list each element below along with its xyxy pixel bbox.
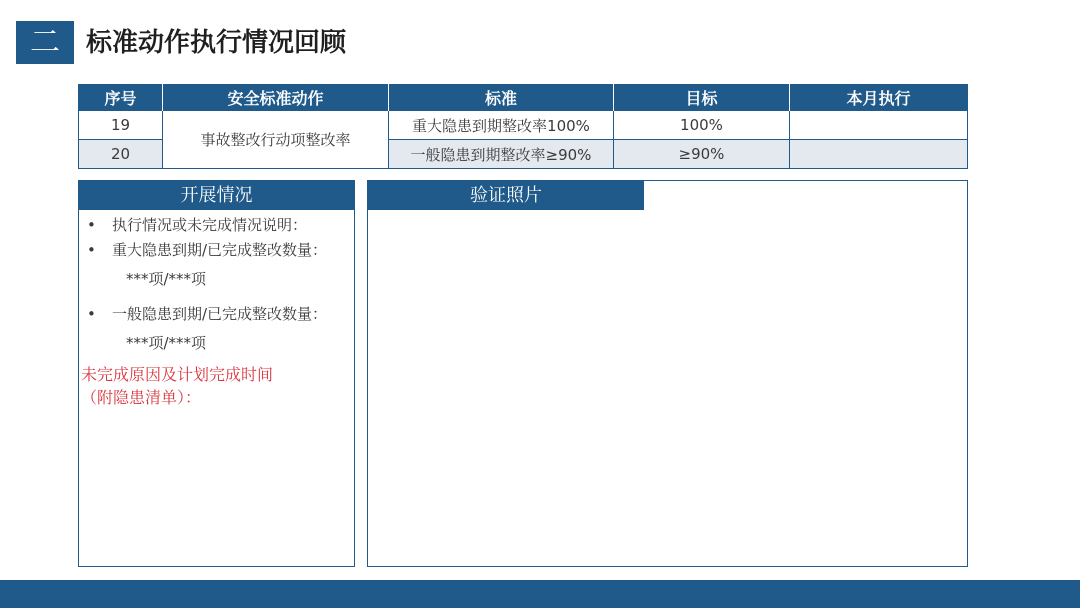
- list-item: [79, 213, 369, 237]
- column-header-standard: 标准: [389, 84, 614, 111]
- column-header-action: 安全标准动作: [163, 84, 389, 111]
- bullet-text: 执行情况或未完成情况说明：: [112, 216, 308, 234]
- target-cell: ≥90%: [614, 140, 790, 169]
- executed-cell[interactable]: [790, 111, 968, 140]
- list-item: [79, 302, 369, 326]
- page-title: 标准动作执行情况回顾: [86, 28, 347, 58]
- bullet-text: 重大隐患到期/已完成整改数量：: [112, 241, 328, 259]
- standard-cell: 重大隐患到期整改率100%: [389, 111, 614, 140]
- red-note-line2: （附隐患清单）：: [81, 388, 202, 407]
- progress-panel: [78, 180, 355, 567]
- general-count: ***项/***项: [126, 334, 207, 352]
- photo-panel-title: 验证照片: [368, 181, 644, 210]
- standard-actions-table: [78, 84, 968, 169]
- target-cell: 100%: [614, 111, 790, 140]
- column-header-executed: 本月执行: [790, 84, 968, 111]
- bullet-icon: •: [87, 216, 96, 234]
- progress-panel-title: 开展情况: [79, 181, 354, 210]
- footer-bar: [0, 580, 1080, 608]
- column-header-target: 目标: [614, 84, 790, 111]
- standard-cell: 一般隐患到期整改率≥90%: [389, 140, 614, 169]
- section-number-badge: 二: [16, 21, 74, 64]
- major-count: ***项/***项: [126, 270, 207, 288]
- column-header-no: 序号: [79, 84, 163, 111]
- bullet-icon: •: [87, 241, 96, 259]
- list-item: [79, 238, 369, 262]
- red-note-line1: 未完成原因及计划完成时间: [81, 365, 274, 384]
- bullet-icon: •: [87, 305, 96, 323]
- photo-panel: [367, 180, 968, 567]
- row-number: 19: [79, 111, 163, 140]
- table-header-row: [79, 84, 968, 111]
- action-cell: 事故整改行动项整改率: [163, 111, 389, 169]
- row-number: 20: [79, 140, 163, 169]
- executed-cell[interactable]: [790, 140, 968, 169]
- table-row: [79, 111, 968, 140]
- bullet-text: 一般隐患到期/已完成整改数量：: [112, 305, 328, 323]
